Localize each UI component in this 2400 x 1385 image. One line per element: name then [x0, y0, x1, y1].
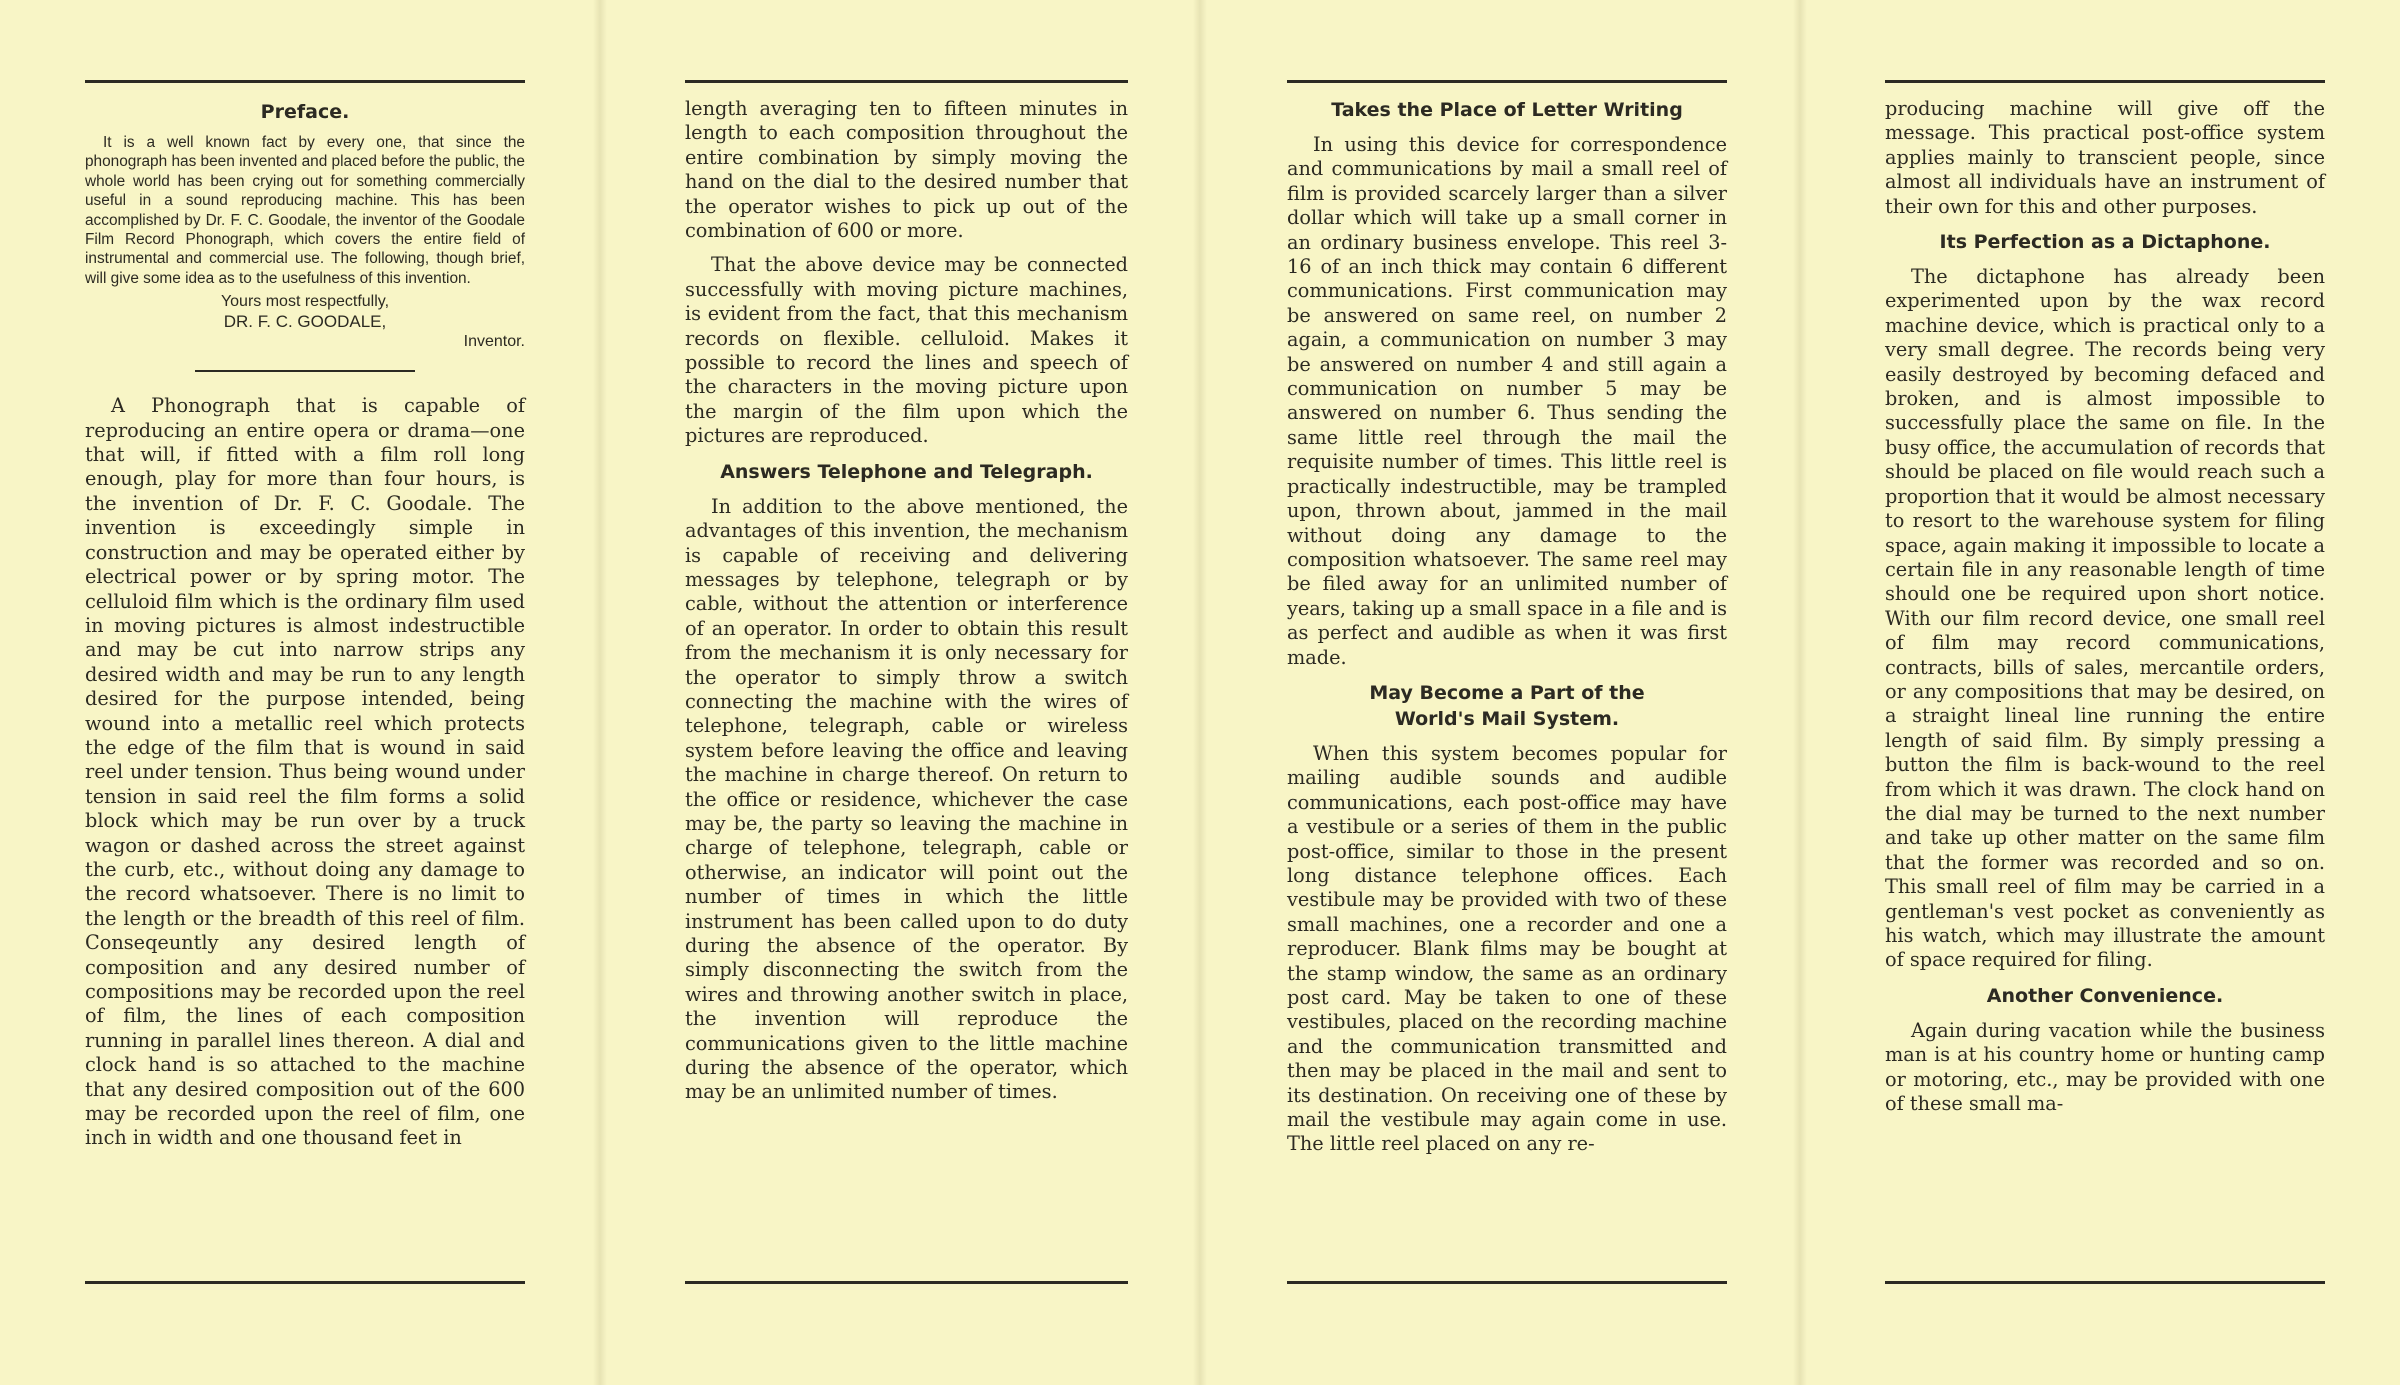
column-top-rule — [685, 80, 1128, 83]
paragraph: When this system becomes popular for mailing audible sounds and audible communications, each post-office may have a vestibule or a series of them in the public post-office, similar to those in the present long distance telephone offices. Each vestibule may be provided with two of these small machines, one a recorder and one a reproducer. Blank films may be bought at the stamp window, the same as an ordinary post card. May be taken to one of these vestibules, placed on the recording machine and the communication transmitted and then may be placed in the mail and sent to its destination. On receiving one of these by mail the vestibule may again come in use. The little reel placed on any re- — [1287, 741, 1727, 1156]
preface-body: It is a well known fact by every one, that since the phonograph has been invented and placed before the public, the whole world has been crying out for something commercially useful in a sound reproducing machine. This has been accomplished by Dr. F. C. Goodale, the inventor of the Goodale Film Record Phonograph, which covers the entire field of instrumental and commercial use. The following, though brief, will give some idea as to the usefulness of this invention. — [85, 134, 525, 287]
paragraph: length averaging ten to fifteen minutes in length to each composition throughout the entire combination by simply moving the hand on the dial to the desired number that the operator wishes to pick up out of the combination of 600 or more. — [685, 97, 1128, 243]
column-bottom-rule — [85, 1281, 525, 1284]
paragraph: Again during vacation while the business man is at his country home or hunting camp or motoring, etc., may be provided with one of these small ma- — [1885, 1018, 2325, 1116]
column-top-rule — [1287, 80, 1727, 83]
section-heading: Answers Telephone and Telegraph. — [720, 460, 1093, 483]
paragraph: That the above device may be connected successfully with moving picture machines, is evident from the fact, that this mechanism records on flexible. celluloid. Makes it possible to record the lines and speech of the characters in the moving picture upon the margin of the film upon which the pictures are reproduced. — [685, 253, 1128, 448]
column-bottom-rule — [1287, 1281, 1727, 1284]
paragraph: The dictaphone has already been experimented upon by the wax record machine device, which is practical only to a very small degree. The records being very easily destroyed by becoming defaced and broken, and is almost impossible to successfully place the same on file. In the busy office, the accumulation of records that should be placed on file would reach such a proportion that it would be almost necessary to resort to the warehouse system for filing space, again making it impossible to locate a certain file in any reasonable length of time should one be required upon short notice. With our film record device, one small reel of film may record communications, contracts, bills of sales, mercantile orders, or any compositions that may be desired, on a straight lineal line running the entire length of said film. By simply pressing a button the film is back-wound to the reel from which it was drawn. The clock hand on the dial may be turned to the next number and take up other matter on the same film that the former was recorded and so on. This small reel of film may be carried in a gentleman's vest pocket as conveniently as his watch, which may illustrate the amount of space required for filing. — [1885, 265, 2325, 972]
fold-crease-3 — [1793, 0, 1807, 1385]
fold-crease-1 — [593, 0, 607, 1385]
inventor-title: Inventor. — [463, 333, 525, 351]
paragraph: A Phonograph that is capable of reproducing an entire opera or drama—one that will, if fitted with a film roll long enough, play for more than four hours, is the invention of Dr. F. C. Goodale. The invention is exceedingly simple in construction and may be operated either by electrical power or by spring motor. The celluloid film which is the ordinary film used in moving pictures is almost indestructible and may be cut into narrow strips any desired width and may be run to any length desired for the purpose intended, being wound into a metallic reel which protects the edge of the film that is wound in said reel under tension. Thus being wound under tension in said reel the film forms a solid block which may be run over by a truck wagon or dashed across the street against the curb, etc., without doing any damage to the record whatsoever. There is no limit to the length or the breadth of this reel of film. Conseqeuntly any desired length of composition and any desired number of compositions may be recorded upon the reel of film, the lines of each composition running in parallel lines thereon. A dial and clock hand is so attached to the machine that any desired composition out of the 600 may be recorded upon the reel of film, one inch in width and one thousand feet in — [85, 394, 525, 1150]
paragraph: producing machine will give off the message. This practical post-office system applies mainly to transcient people, since almost all individuals have an instrument of their own for this and other purposes. — [1885, 97, 2325, 218]
section-heading: Its Perfection as a Dictaphone. — [1939, 231, 2271, 254]
section-heading: Another Convenience. — [1986, 984, 2224, 1007]
inventor-name: DR. F. C. GOODALE, — [223, 312, 387, 332]
paragraph: In using this device for correspondence and communications by mail a small reel of film is provided scarcely larger than a silver dollar which will take up a small corner in an ordinary business envelope. This reel 3-16 of an inch thick may contain 6 different communications. First communication may be answered on same reel, on number 2 again, a communication on number 3 may be answered on number 4 and still again a communication on number 5 may be answered on number 6. Thus sending the same little reel through the mail the requisite number of times. This little reel is practically indestructible, may be trampled upon, thrown about, jammed in the mail without doing any damage to the composition whatsoever. The same reel may be filed away for an unlimited number of years, taking up a small space in a file and is as perfect and audible as when it was first made. — [1287, 133, 1727, 669]
preface-title: Preface. — [260, 101, 350, 123]
fold-crease-2 — [1193, 0, 1207, 1385]
preface-divider — [195, 370, 415, 372]
column-bottom-rule — [1885, 1281, 2325, 1284]
column-top-rule — [1885, 80, 2325, 83]
section-heading: May Become a Part of the World's Mail System. — [1369, 681, 1645, 730]
section-heading: Takes the Place of Letter Writing — [1331, 99, 1683, 121]
sign-off: Yours most respectfully, — [220, 293, 390, 311]
column-top-rule — [85, 80, 525, 83]
paragraph: In addition to the above mentioned, the advantages of this invention, the mechanism is capable of receiving and delivering messages by telephone, telegraph or by cable, without the attention or interference of an operator. In order to obtain this result from the mechanism it is only necessary for the operator to simply throw a switch connecting the machine with the wires of telephone, telegraph, cable or wireless system before leaving the office and leaving the machine in charge thereof. On return to the office or residence, whichever the case may be, the party so leaving the machine in charge of telephone, telegraph, cable or otherwise, an indicator will point out the number of times in which the little instrument has been called upon to do duty during the absence of the operator. By simply disconnecting the switch from the wires and throwing another switch in place, the invention will reproduce the communications given to the little machine during the absence of the operator, which may be an unlimited number of times. — [685, 494, 1128, 1104]
column-bottom-rule — [685, 1281, 1128, 1284]
